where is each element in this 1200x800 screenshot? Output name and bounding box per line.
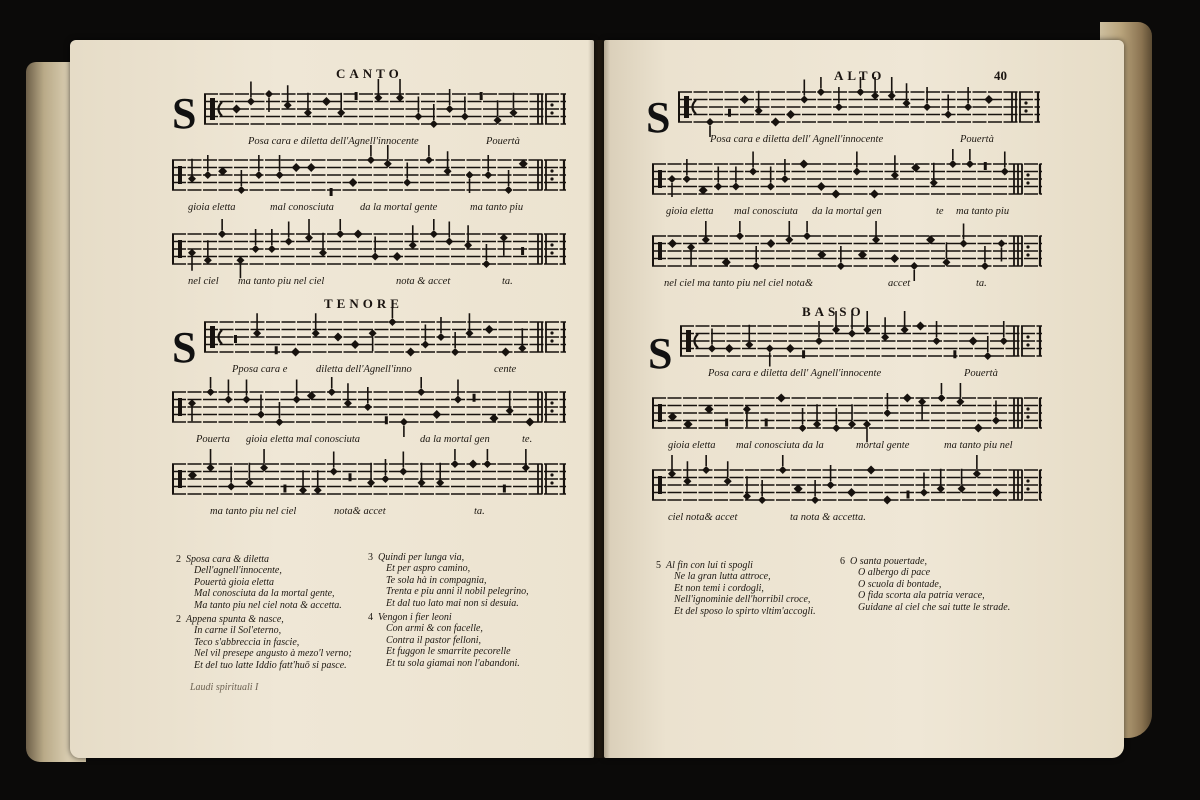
voice-title: ALTO (834, 68, 886, 83)
lyric-text: Posa cara e diletta dell' Agnell'innocente (708, 368, 882, 379)
music-staff (680, 311, 1042, 371)
lyric-text: diletta dell'Agnell'inno (316, 364, 412, 375)
stanza-line: Con armi & con facelle, (386, 623, 483, 635)
stanza-line: Guidane al ciel che sai tutte le strade. (858, 601, 1011, 613)
lyric-text: mal conosciuta (734, 206, 798, 217)
stanza (368, 552, 529, 609)
stanza-line: Teco s'abbreccia in fascie, (194, 636, 300, 648)
music-staff (652, 455, 1042, 515)
decorative-initial: S (172, 323, 197, 372)
stanza-number: 6 (840, 556, 845, 567)
music-staff (204, 79, 566, 139)
stanza-number: 5 (656, 560, 661, 571)
lyric-text: ta. (976, 278, 987, 289)
lyric-text: ma tanto piu nel (944, 440, 1013, 451)
stanza-line: In carne il Sol'eterno, (194, 625, 282, 637)
stanza-line: Appena spunta & nasce, (186, 614, 284, 625)
stanza-line: Et del tuo latte Iddio fatt'huō si pasce. (194, 659, 347, 671)
lyric-text: nel ciel ma tanto piu nel ciel nota& (664, 278, 814, 289)
stanza-line: Quindi per lunga via, (378, 552, 465, 563)
stanza-line: Ma tanto piu nel ciel nota & accetta. (194, 599, 342, 611)
stanza (368, 612, 520, 669)
lyric-text: nel ciel (188, 276, 219, 287)
stanza-line: Vengon i fier leoni (378, 612, 452, 623)
lyric-text: Pouertà (964, 368, 998, 379)
music-staff (678, 77, 1040, 137)
stanza (656, 560, 816, 617)
lyric-text: ma tanto piu nel ciel (238, 276, 325, 287)
music-staff (172, 377, 566, 437)
stanza-line: Dell'agnell'innocente, (194, 565, 282, 577)
stanza-line: Et tu sola giamai non l'abandoni. (386, 657, 520, 669)
stanza-line: Et non temi i cordogli, (674, 582, 764, 594)
lyric-text: te (936, 206, 944, 217)
lyric-text: Pouertà (486, 136, 520, 147)
stanza-line: Mal conosciuta da la mortal gente, (194, 588, 335, 600)
lyric-text: accet (888, 278, 911, 289)
music-staff (172, 145, 566, 205)
stanza-line: Nell'ignominie dell'horribil croce, (674, 594, 811, 606)
lyric-text: ma tanto piu (956, 206, 1010, 217)
lyric-text: Posa cara e diletta dell'Agnell'innocente (248, 136, 419, 147)
lyric-text: ta. (502, 276, 513, 287)
lyric-text: cente (494, 364, 517, 375)
lyric-text: mortal gente (856, 440, 910, 451)
music-staff (652, 221, 1042, 281)
lyric-text: gioia eletta (668, 440, 716, 451)
lyric-text: ma tanto piu nel ciel (210, 506, 297, 517)
music-staff (204, 307, 566, 367)
stanza (176, 554, 342, 611)
music-staff (172, 219, 566, 279)
lyric-text: nota& accet (334, 506, 386, 517)
voice-title: CANTO (336, 66, 403, 81)
music-staff (652, 149, 1042, 209)
stanza-line: Contra il pastor felloni, (386, 634, 482, 646)
lyric-text: da la mortal gen (812, 206, 882, 217)
stanza-number: 2 (176, 554, 181, 565)
stanza-number: 2 (176, 614, 181, 625)
stanza-line: Et per aspro camino, (386, 563, 471, 575)
music-staff (172, 449, 566, 509)
page-number: 40 (994, 68, 1007, 83)
stanza-line: Al fin con lui ti spogli (666, 560, 753, 571)
lyric-text: mal conosciuta da la (736, 440, 824, 451)
lyric-text: Posa cara e diletta dell' Agnell'innocente (710, 134, 884, 145)
stanza-number: 4 (368, 612, 373, 623)
stanza-line: Trenta e piu anni il nobil pelegrino, (386, 586, 529, 598)
stanza-line: Ne la gran lutta attroce, (674, 571, 771, 583)
stanza-line: Sposa cara & diletta (186, 554, 270, 565)
stanza-line: Nel vil presepe angusto à mezo'l verno; (194, 648, 352, 660)
stanza-line: Et dal tuo lato mai non si desuia. (386, 597, 519, 609)
stanza-line: O fida scorta ala patria verace, (858, 590, 985, 602)
lyric-text: da la mortal gen (420, 434, 490, 445)
voice-title: BASSO (802, 304, 865, 319)
lyric-text: gioia eletta mal conosciuta (246, 434, 361, 445)
decorative-initial: S (172, 89, 197, 138)
lyric-text: te. (522, 434, 533, 445)
voice-title: TENORE (324, 296, 403, 311)
lyric-text: Pouertà (960, 134, 994, 145)
lyric-text: ta nota & accetta. (790, 512, 866, 523)
lyric-text: ta. (474, 506, 485, 517)
decorative-initial: S (646, 93, 671, 142)
stanza-line: O santa pouertade, (850, 556, 927, 567)
lyric-text: ma tanto piu (470, 202, 524, 213)
lyric-text: nota & accet (396, 276, 451, 287)
lyric-text: mal conosciuta (270, 202, 334, 213)
lyric-text: gioia eletta (666, 206, 714, 217)
stanza-line: O albergo di pace (858, 567, 931, 579)
stanza-line: Et del sposo lo spirto vltim'accogli. (674, 605, 816, 617)
lyric-text: da la mortal gente (360, 202, 438, 213)
lyric-text: gioia eletta (188, 202, 236, 213)
lyric-text: Pouerta (196, 434, 230, 445)
decorative-initial: S (648, 329, 673, 378)
stanza (176, 614, 352, 671)
music-staff (652, 383, 1042, 443)
book-gutter (588, 40, 610, 758)
signature-mark: Laudi spirituali I (190, 682, 259, 693)
stanza-line: Et fuggon le smarrite pecorelle (386, 646, 511, 658)
lyric-text: Pposa cara e (232, 364, 288, 375)
stanza-line: Te sola hà in compagnia, (386, 574, 487, 586)
lyric-text: ciel nota& accet (668, 512, 738, 523)
stanza-line: Pouertà gioia eletta (194, 576, 274, 588)
stanza (840, 556, 1011, 613)
stanza-number: 3 (368, 552, 373, 563)
stanza-line: O scuola di bontade, (858, 578, 942, 590)
